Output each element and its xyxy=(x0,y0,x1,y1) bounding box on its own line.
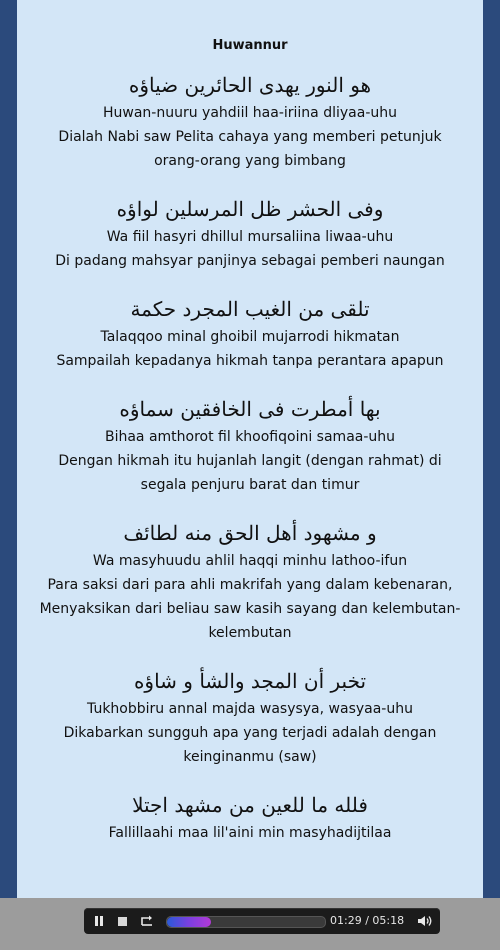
stanza xyxy=(17,395,483,497)
stanza-transliteration: Tukhobbiru annal majda wasysya, wasyaa-uhu xyxy=(87,701,413,717)
time-readout xyxy=(330,908,404,934)
stanza-translation: Di padang mahsyar panjinya sebagai pemberi naungan xyxy=(55,253,445,269)
stanza-translation: Dialah Nabi saw Pelita cahaya yang memberi petunjuk orang-orang yang bimbang xyxy=(58,129,442,169)
stanza-transliteration: Huwan-nuuru yahdiil haa-iriina dliyaa-uhu xyxy=(103,105,397,121)
lyrics-panel xyxy=(17,0,483,898)
stanza-arabic: فلله ما للعين من مشهد اجتلا xyxy=(132,793,368,817)
current-time: 01:29 xyxy=(330,914,362,927)
stanza-transliteration: Wa fiil hasyri dhillul mursaliina liwaa-uhu xyxy=(106,229,394,245)
pause-icon[interactable] xyxy=(88,908,110,934)
seek-bar-progress xyxy=(167,917,211,927)
stanza-transliteration: Bihaa amthorot fil khoofiqoini samaa-uhu xyxy=(104,429,396,445)
stanza-arabic: بها أمطرت فى الخافقين سماؤه xyxy=(119,397,381,421)
total-time: 05:18 xyxy=(372,914,405,927)
volume-icon[interactable] xyxy=(414,908,436,934)
stanza-translation: Sampailah kepadanya hikmah tanpa perantara apapun xyxy=(56,353,444,369)
stanza-arabic: و مشهود أهل الحق منه لطائف xyxy=(123,521,377,545)
stanza-arabic: تخبر أن المجد والشأ و شاؤه xyxy=(133,669,367,693)
stanza-transliteration: Talaqqoo minal ghoibil mujarrodi hikmatan xyxy=(100,329,400,345)
stanza xyxy=(17,667,483,769)
stanza-translation: Dengan hikmah itu hujanlah langit (dengan rahmat) di segala penjuru barat dan timur xyxy=(58,453,442,493)
seek-bar[interactable] xyxy=(166,916,326,928)
stanza-arabic: تلقى من الغيب المجرد حكمة xyxy=(130,297,370,321)
stanza-arabic: وفى الحشر ظل المرسلين لواؤه xyxy=(116,197,384,221)
stanza xyxy=(17,195,483,273)
audio-player-bar xyxy=(0,898,500,950)
stanza-transliteration: Fallillaahi maa lil'aini min masyhadijtilaa xyxy=(108,825,392,841)
stop-icon[interactable] xyxy=(111,908,133,934)
poem-title: Huwannur xyxy=(212,38,288,53)
audio-player xyxy=(84,908,440,934)
stanza-translation: Menyaksikan dari beliau saw kasih sayang dan kelembutan-kelembutan xyxy=(39,601,461,641)
stanza xyxy=(17,71,483,173)
stanza-translation: Para saksi dari para ahli makrifah yang dalam kebenaran, xyxy=(47,577,453,593)
stanza-arabic: هو النور يهدى الحائرين ضياؤه xyxy=(128,73,372,97)
loop-icon[interactable] xyxy=(136,908,158,934)
stanza xyxy=(17,295,483,373)
stanza xyxy=(17,519,483,645)
stanza-transliteration: Wa masyhuudu ahlil haqqi minhu lathoo-ifun xyxy=(92,553,408,569)
stanza-translation: Dikabarkan sungguh apa yang terjadi adalah dengan keinginanmu (saw) xyxy=(63,725,437,765)
time-separator: / xyxy=(361,914,373,927)
stanza xyxy=(17,791,483,845)
